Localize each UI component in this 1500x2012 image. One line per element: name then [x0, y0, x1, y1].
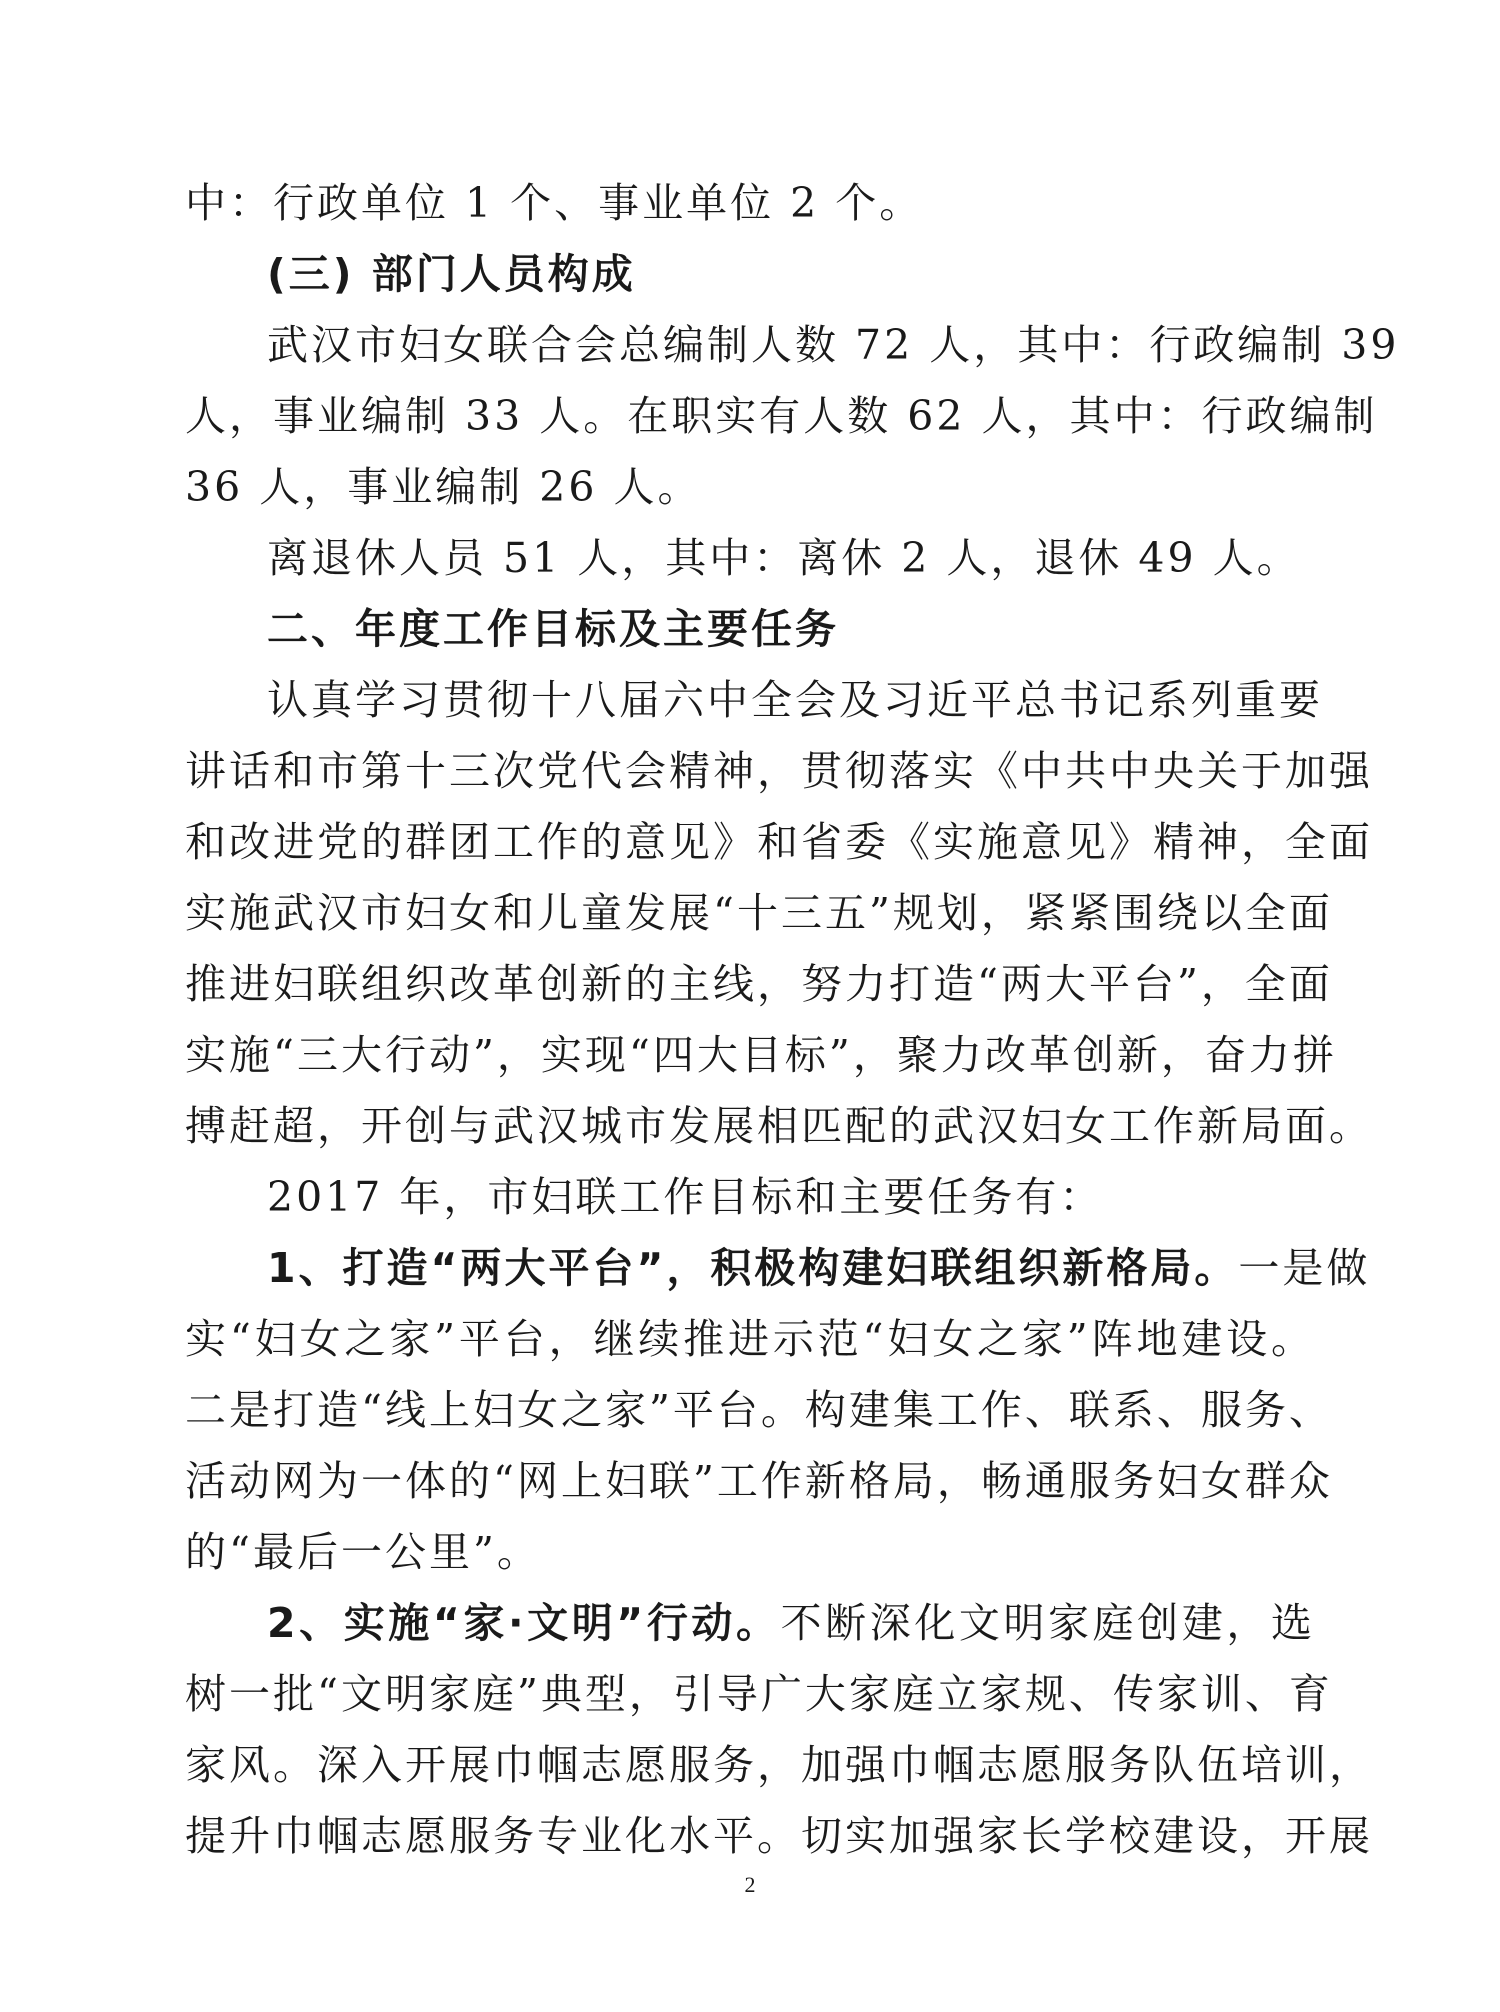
text-line: [185, 878, 1333, 949]
page-number: 2: [744, 1872, 756, 1897]
section-heading-line: [185, 594, 1315, 665]
text-line: [185, 1162, 1315, 1233]
text-line: [185, 1091, 1373, 1162]
text-line: [185, 523, 1315, 594]
section-heading: 二、年度工作目标及主要任务: [267, 605, 839, 653]
line-text: 实施武汉市妇女和儿童发展“十三五”规划，紧紧围绕以全面: [185, 889, 1333, 937]
text-line: [185, 381, 1378, 452]
section-heading: (三) 部门人员构成: [267, 250, 636, 298]
text-line: [185, 1020, 1337, 1091]
text-line: [185, 949, 1333, 1020]
line-text: 提升巾帼志愿服务专业化水平。切实加强家长学校建设，开展: [185, 1812, 1373, 1860]
line-text: 家风。深入开展巾帼志愿服务，加强巾帼志愿服务队伍培训，: [185, 1741, 1373, 1789]
line-text: 36 人，事业编制 26 人。: [185, 463, 702, 511]
text-line: [185, 807, 1373, 878]
line-text: 认真学习贯彻十八届六中全会及习近平总书记系列重要: [267, 676, 1323, 724]
line-text: 活动网为一体的“网上妇联”工作新格局，畅通服务妇女群众: [185, 1457, 1333, 1505]
line-text: 实“妇女之家”平台，继续推进示范“妇女之家”阵地建设。: [185, 1315, 1315, 1363]
task-heading: 1、打造“两大平台”，积极构建妇联组织新格局。: [267, 1244, 1239, 1292]
text-line: [185, 665, 1323, 736]
line-text: 武汉市妇女联合会总编制人数 72 人，其中：行政编制 39: [267, 321, 1400, 369]
section-heading-line: [185, 239, 1315, 310]
text-line: [185, 1801, 1373, 1872]
line-text: 不断深化文明家庭创建，选: [780, 1599, 1315, 1647]
line-text: 实施“三大行动”，实现“四大目标”，聚力改革创新，奋力拼: [185, 1031, 1337, 1079]
line-text: 二是打造“线上妇女之家”平台。构建集工作、联系、服务、: [185, 1386, 1333, 1434]
line-text: 中：行政单位 1 个、事业单位 2 个。: [185, 179, 924, 227]
text-line: [185, 1730, 1373, 1801]
line-text: 推进妇联组织改革创新的主线，努力打造“两大平台”，全面: [185, 960, 1333, 1008]
task-heading: 2、实施“家·文明”行动。: [267, 1599, 781, 1647]
text-line: [185, 736, 1373, 807]
line-text: 离退休人员 51 人，其中：离休 2 人，退休 49 人。: [267, 534, 1301, 582]
text-line: [185, 1517, 1315, 1588]
text-line: [185, 168, 1315, 239]
text-line: [185, 310, 1400, 381]
text-line: [185, 1304, 1315, 1375]
line-text: 搏赶超，开创与武汉城市发展相匹配的武汉妇女工作新局面。: [185, 1102, 1373, 1150]
text-line: [185, 1375, 1333, 1446]
text-line: [185, 1446, 1333, 1517]
line-text: 树一批“文明家庭”典型，引导广大家庭立家规、传家训、育: [185, 1670, 1333, 1718]
line-text: 讲话和市第十三次党代会精神，贯彻落实《中共中央关于加强: [185, 747, 1373, 795]
line-text: 2017 年，市妇联工作目标和主要任务有：: [267, 1173, 1104, 1221]
text-line: [185, 1659, 1333, 1730]
line-text: 和改进党的群团工作的意见》和省委《实施意见》精神，全面: [185, 818, 1373, 866]
line-text: 一是做: [1238, 1244, 1371, 1292]
line-text: 人，事业编制 33 人。在职实有人数 62 人，其中：行政编制: [185, 392, 1378, 440]
body-text: [185, 168, 1400, 1872]
text-line: [185, 452, 1315, 523]
line-text: 的“最后一公里”。: [185, 1528, 541, 1576]
task-heading-line: [185, 1233, 1371, 1304]
task-heading-line: [185, 1588, 1315, 1659]
